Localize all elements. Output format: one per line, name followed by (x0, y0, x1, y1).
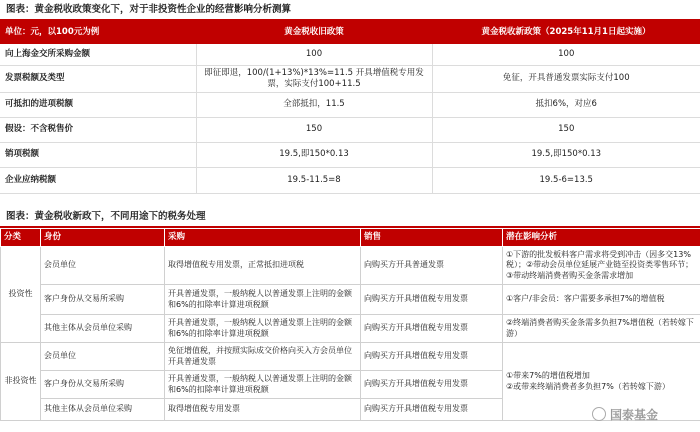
purchase-cell: 开具普通发票，一般纳税人以普通发票上注明的金额和6%的扣除率计算进项税额 (165, 315, 361, 343)
table2-header-row (1, 229, 700, 247)
identity-cell: 其他主体从会员单位采购 (41, 399, 165, 421)
old-policy-value: 全部抵扣，11.5 (196, 92, 432, 117)
category-cell: 投资性 (1, 247, 41, 343)
purchase-cell: 开具普通发票，一般纳税人以普通发票上注明的金额和6%的扣除率计算进项税额 (165, 371, 361, 399)
table2-header-sales: 销售 (361, 229, 503, 247)
impact-line: ①带来7%的增值税增加 (506, 371, 590, 380)
table1-row (0, 92, 700, 117)
row-label: 假设：不含税售价 (0, 117, 196, 142)
table1-title: 图表：黄金税收政策变化下，对于非投资性企业的经营影响分析测算 (6, 4, 292, 15)
row-label: 发票税额及类型 (0, 65, 196, 92)
table2-row (1, 285, 700, 315)
identity-cell: 客户身份从交易所采购 (41, 285, 165, 315)
sales-cell: 向购买方开具增值税专用发票 (361, 285, 503, 315)
table1-header-old-policy: 黄金税收旧政策 (196, 21, 432, 44)
table1-row (0, 117, 700, 142)
tax-impact-table (0, 21, 700, 194)
table2-header-purchase: 采购 (165, 229, 361, 247)
table2-header-impact: 潜在影响分析 (503, 229, 700, 247)
table2-row (1, 343, 700, 371)
impact-cell: ①下游的批发板料客户需求将受到冲击（因多交13%税）；②带动会员单位延展产业链至投资类零售环节；③带动终端消费者购买金条需求增加 (503, 247, 700, 285)
row-label: 向上海金交所采购金额 (0, 44, 196, 65)
purchase-cell: 免征增值税，并按照实际成交价格向买入方会员单位开具普通发票 (165, 343, 361, 371)
old-policy-value: 100 (196, 44, 432, 65)
table2-header-identity: 身份 (41, 229, 165, 247)
row-label: 可抵扣的进项税额 (0, 92, 196, 117)
old-policy-value: 19.5-11.5=8 (196, 167, 432, 193)
old-policy-value: 19.5,即150*0.13 (196, 142, 432, 167)
new-policy-value: 150 (432, 117, 700, 142)
table1-header-unit: 单位：元，以100元为例 (0, 21, 196, 44)
sales-cell: 向购买方开具增值税专用发票 (361, 371, 503, 399)
new-policy-value: 19.5,即150*0.13 (432, 142, 700, 167)
table1-header-row (0, 21, 700, 44)
table2-row (1, 315, 700, 343)
table1-row (0, 44, 700, 65)
watermark-logo-icon (592, 407, 606, 421)
purchase-cell: 取得增值税专用发票 (165, 399, 361, 421)
tax-treatment-table (0, 228, 700, 421)
row-label: 销项税额 (0, 142, 196, 167)
new-policy-value: 抵扣6%，对应6 (432, 92, 700, 117)
impact-cell: ①客户/非会员：客户需要多承担7%的增值税 (503, 285, 700, 315)
table2-row (1, 247, 700, 285)
table1-header-new-policy: 黄金税收新政策（2025年11月1日起实施） (432, 21, 700, 44)
sales-cell: 向购买方开具增值税专用发票 (361, 315, 503, 343)
table1-row (0, 142, 700, 167)
table2-header-category: 分类 (1, 229, 41, 247)
watermark-text: 国泰基金 (610, 408, 659, 422)
identity-cell: 会员单位 (41, 247, 165, 285)
impact-line: ②或带来终端消费者多负担7%（若转嫁下游） (506, 381, 670, 391)
new-policy-value: 100 (432, 44, 700, 65)
old-policy-value: 150 (196, 117, 432, 142)
table2-title: 图表：黄金税收新政下，不同用途下的税务处理 (6, 211, 206, 222)
purchase-cell: 开具普通发票，一般纳税人以普通发票上注明的金额和6%的扣除率计算进项税额 (165, 285, 361, 315)
row-label: 企业应纳税额 (0, 167, 196, 193)
impact-cell: ②终端消费者购买金条需多负担7%增值税（若转嫁下游） (503, 315, 700, 343)
purchase-cell: 取得增值税专用发票，正常抵扣进项税 (165, 247, 361, 285)
identity-cell: 其他主体从会员单位采购 (41, 315, 165, 343)
table1-row (0, 65, 700, 92)
sales-cell: 向购买方开具普通发票 (361, 247, 503, 285)
old-policy-value: 即征即退，100/(1+13%)*13%=11.5 开具增值税专用发票，实际支付100+11.5 (196, 65, 432, 92)
sales-cell: 向购买方开具增值税专用发票 (361, 399, 503, 421)
sales-cell: 向购买方开具增值税专用发票 (361, 343, 503, 371)
identity-cell: 会员单位 (41, 343, 165, 371)
new-policy-value: 19.5-6=13.5 (432, 167, 700, 193)
identity-cell: 客户身份从交易所采购 (41, 371, 165, 399)
category-cell: 非投资性 (1, 343, 41, 421)
new-policy-value: 免征，开具普通发票实际支付100 (432, 65, 700, 92)
table1-row (0, 167, 700, 193)
